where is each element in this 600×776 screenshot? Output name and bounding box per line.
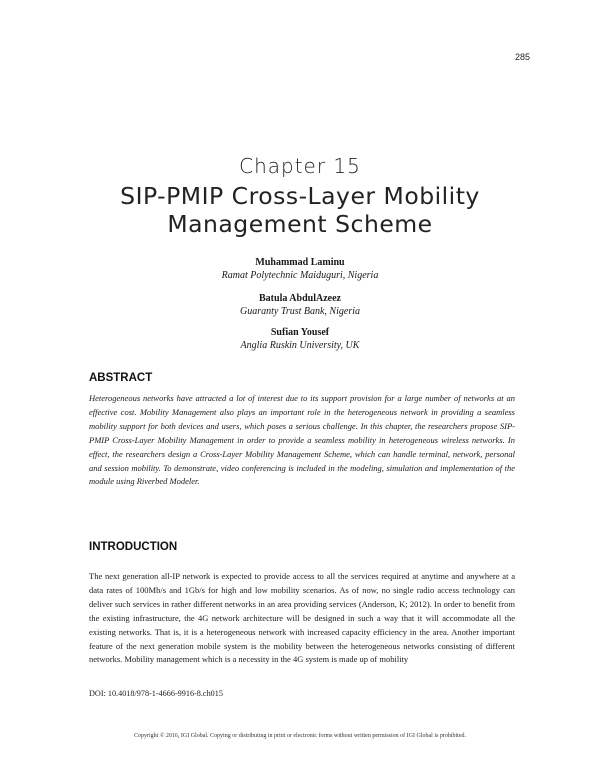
page-number: 285: [514, 52, 530, 62]
author-affiliation: Anglia Ruskin University, UK: [240, 340, 360, 351]
author-name: Batula AbdulAzeez: [259, 293, 341, 304]
author-affiliation: Guaranty Trust Bank, Nigeria: [239, 306, 360, 317]
author-block: [0, 326, 600, 352]
author-block: [0, 292, 600, 318]
abstract-heading: ABSTRACT: [89, 372, 153, 384]
doi: DOI: 10.4018/978-1-4666-9916-8.ch015: [89, 689, 223, 698]
author-name: Muhammad Laminu: [255, 257, 345, 268]
author-block: [0, 256, 600, 282]
author-name: Sufian Yousef: [270, 327, 330, 338]
introduction-text: The next generation all-IP network is expected to provide access to all the services required at anytime and anywhere at a data rates of 100Mb/s and 1Gb/s for high and low mobility scenarios. As of now, no single radio access technology can deliver such services in rather different networks in an area providing services (Anderson, K; 2012). In order to benefit from the existing infrastructure, the 4G network architecture will be designed in such a way that it will accommodate all the existing networks. That is, it is a heterogeneous network with increased capacity efficiency in the area. Another important feature of the next generation mobile system is the mobility between the heterogeneous networks consisting of different networks. Mobility management which is a necessity in the 4G system is made up of mobility: [89, 571, 515, 665]
chapter-label: Chapter 15: [239, 154, 361, 178]
abstract-text: Heterogeneous networks have attracted a lot of interest due to its support provision for a large number of networks at an effective cost. Mobility Management also plays an important role in the heterogeneous network in providing a seamless mobility support for both devices and users, which poses a serious challenge. In this chapter, the researchers propose SIP-PMIP Cross-Layer Mobility Management in order to provide a seamless mobility in heterogeneous wireless networks. In effect, the researchers design a Cross-Layer Mobility Management Scheme, which can handle terminal, network, personal and session mobility. To demonstrate, video conferencing is included in the modeling, simulation and implementation of the module using Riverbed Modeler.: [89, 393, 515, 487]
copyright-notice: Copyright © 2016, IGI Global. Copying or distributing in print or electronic forms without written permission of IGI Global is prohibited.: [133, 733, 466, 739]
chapter-title: SIP-PMIP Cross-Layer Mobility Management Scheme: [120, 182, 480, 238]
author-affiliation: Ramat Polytechnic Maiduguri, Nigeria: [221, 270, 379, 281]
introduction-heading: INTRODUCTION: [89, 541, 178, 553]
